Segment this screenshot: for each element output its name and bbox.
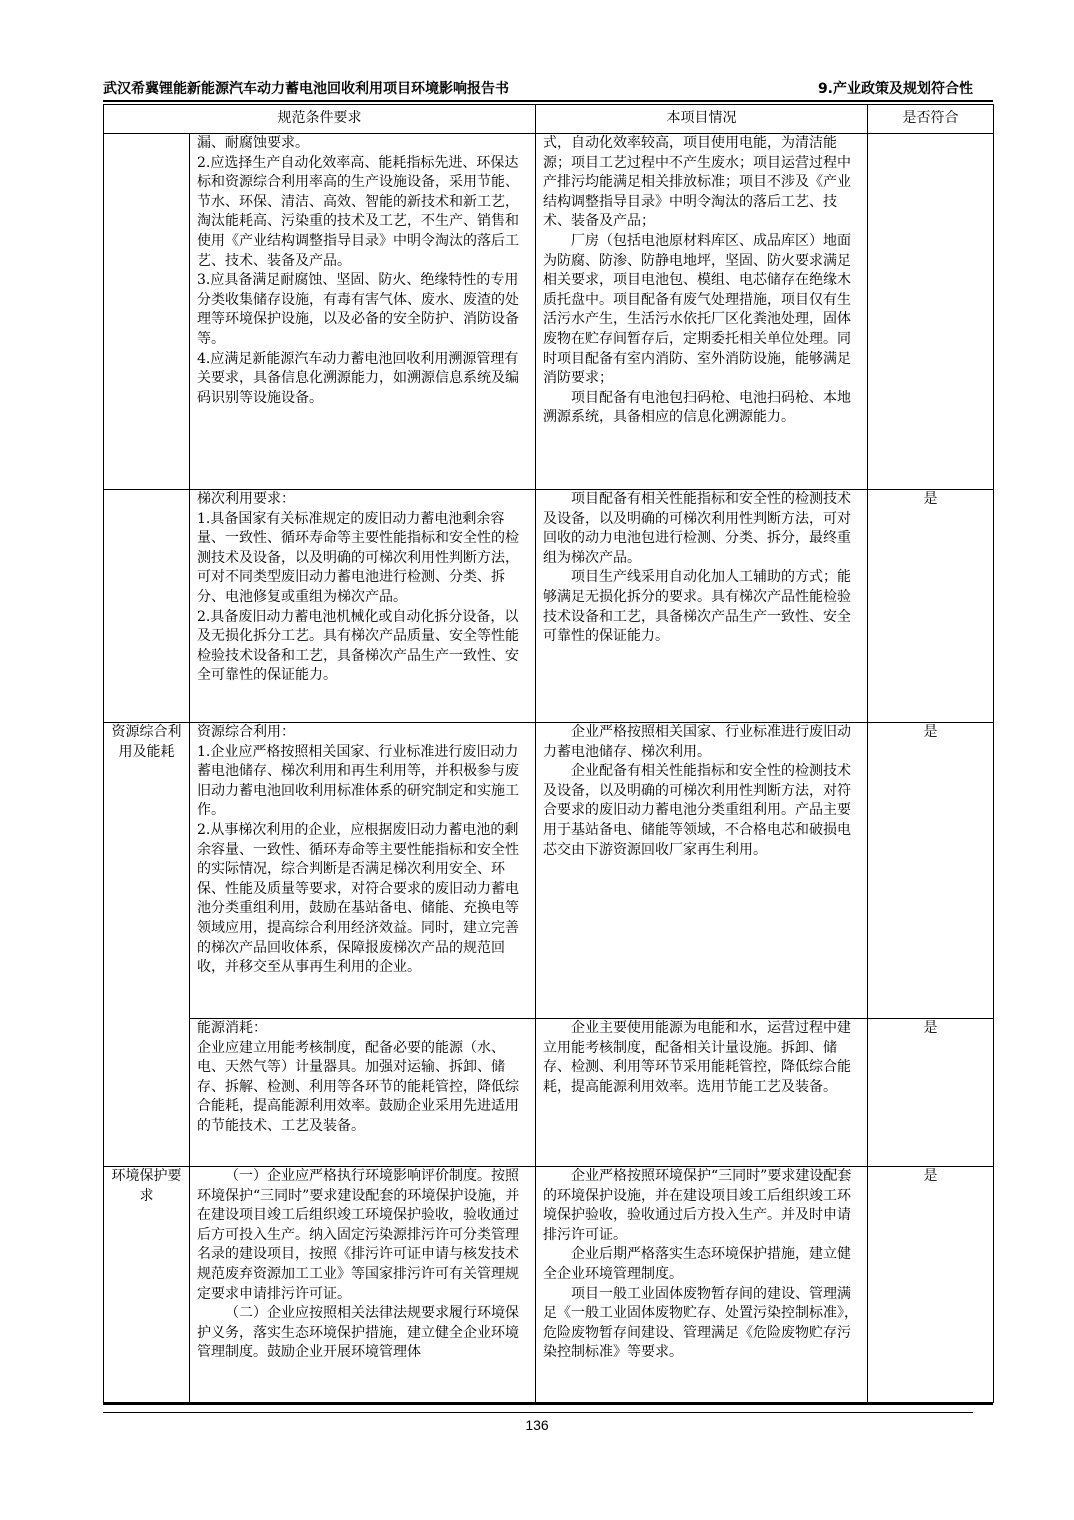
section-title: 9.产业政策及规划符合性 [817, 81, 973, 97]
table-bottom-rule [103, 1403, 993, 1405]
situation-text: 企业后期严格落实生态环境保护措施，建立健全企业环境管理制度。 [543, 1246, 851, 1282]
complies-cell: 是 [868, 1167, 994, 1403]
requirement-text: 2.从事梯次利用的企业，应根据废旧动力蓄电池的剩余容量、一致性、循环寿命等主要性能指标和安全性的实际情况，综合判断是否满足梯次利用安全、环保、性能及质量等要求，对符合要求的废旧动力蓄电池分类重组利用，鼓励在基站备电、储能、充换电等领域应用，提高综合利用经济效益。同时，建立完善的梯次产品回收体系，保障报废梯次产品的规范回收，并移交至从事再生利用的企业。 [197, 821, 519, 976]
requirement-text: 2.应选择生产自动化效率高、能耗指标先进、环保达标和资源综合利用率高的生产设施设备，采用节能、节水、环保、清洁、高效、智能的新技术和新工艺，淘汰能耗高、污染重的技术及工艺，不生产、销售和使用《产业结构调整指导目录》中明令淘汰的落后工艺、技术、装备及产品。 [197, 154, 519, 269]
table-row [104, 490, 994, 723]
requirement-text: 资源综合利用： [197, 724, 295, 740]
requirement-text: （二）企业应按照相关法律法规要求履行环境保护义务，落实生态环境保护措施，建立健全企业环境管理制度。鼓励企业开展环境管理体 [197, 1305, 519, 1361]
category-cell [104, 134, 190, 490]
situation-text: 项目生产线采用自动化加人工辅助的方式；能够满足无损化拆分的要求。具有梯次产品性能检验技术设备和工艺，具备梯次产品生产一致性、安全可靠性的保证能力。 [543, 569, 851, 645]
requirement-text: 梯次利用要求： [197, 491, 295, 507]
requirement-cell [190, 723, 536, 1019]
footer-rule [103, 1412, 973, 1413]
table-row [104, 723, 994, 1019]
compliance-table [103, 104, 994, 1403]
complies-cell: 是 [868, 1019, 994, 1167]
category-cell: 资源综合利用及能耗 [104, 723, 190, 1167]
report-title: 武汉希冀锂能新能源汽车动力蓄电池回收利用项目环境影响报告书 [103, 81, 509, 97]
requirement-cell [190, 1019, 536, 1167]
requirement-text: 4.应满足新能源汽车动力蓄电池回收利用溯源管理有关要求，具备信息化溯源能力，如溯源信息系统及编码识别等设施设备。 [197, 350, 519, 406]
category-cell [104, 490, 190, 723]
requirement-text: 3.应具备满足耐腐蚀、坚固、防火、绝缘特性的专用分类收集储存设施，有毒有害气体、废水、废渣的处理等环境保护设施，以及必备的安全防护、消防设备等。 [197, 272, 519, 347]
complies-cell [868, 134, 994, 490]
situation-cell [536, 723, 868, 1019]
situation-text: 企业严格按照相关国家、行业标准进行废旧动力蓄电池储存、梯次利用。 [543, 724, 851, 760]
requirement-text: 漏、耐腐蚀要求。 [197, 135, 309, 151]
requirement-text: 2.具备废旧动力蓄电池机械化或自动化拆分设备，以及无损化拆分工艺。具有梯次产品质量、安全等性能检验技术设备和工艺，具备梯次产品生产一致性、安全可靠性的保证能力。 [197, 608, 519, 684]
requirement-cell [190, 1167, 536, 1403]
situation-text: 式，自动化效率较高，项目使用电能，为清洁能源；项目工艺过程中不产生废水；项目运营过程中产排污均能满足相关排放标准；项目不涉及《产业结构调整指导目录》中明令淘汰的落后工艺、技术、装备及产品； [543, 135, 851, 230]
category-cell: 环境保护要求 [104, 1167, 190, 1403]
header-rule [103, 100, 993, 102]
situation-text: 企业配备有相关性能指标和安全性的检测技术及设备，以及明确的可梯次利用性判断方法，对符合要求的废旧动力蓄电池分类重组利用。产品主要用于基站备电、储能等领域，不合格电芯和破损电芯交由下游资源回收厂家再生利用。 [543, 763, 851, 858]
situation-text: 厂房（包括电池原材料库区、成品库区）地面为防腐、防渗、防静电地坪，坚固、防火要求满足相关要求，项目电池包、模组、电芯储存在绝缘木质托盘中。项目配备有废气处理措施，项目仅有生活污水产生，生活污水依托厂区化粪池处理，固体废物在贮存间暂存后，定期委托相关单位处理。同时项目配备有室内消防、室外消防设施，能够满足消防要求； [543, 232, 851, 387]
column-header-requirement: 规范条件要求 [104, 105, 536, 134]
requirement-text: 1.具备国家有关标准规定的废旧动力蓄电池剩余容量、一致性、循环寿命等主要性能指标和安全性的检测技术及设备，以及明确的可梯次利用性判断方法，可对不同类型废旧动力蓄电池进行检测、分类、拆分、电池修复或重组为梯次产品。 [197, 510, 519, 605]
requirement-text: 1.企业应严格按照相关国家、行业标准进行废旧动力蓄电池储存、梯次利用和再生利用等，并积极参与废旧动力蓄电池回收利用标准体系的研究制定和实施工作。 [197, 743, 519, 819]
situation-text: 项目配备有电池包扫码枪、电池扫码枪、本地溯源系统，具备相应的信息化溯源能力。 [543, 389, 851, 426]
requirement-cell [190, 490, 536, 723]
situation-cell [536, 1167, 868, 1403]
situation-text: 项目配备有相关性能指标和安全性的检测技术及设备，以及明确的可梯次利用性判断方法，可对回收的动力电池包进行检测、分类、拆分，最终重组为梯次产品。 [543, 491, 851, 566]
page-header [103, 76, 973, 100]
situation-cell [536, 490, 868, 723]
complies-cell: 是 [868, 723, 994, 1019]
requirement-text: 企业应建立用能考核制度，配备必要的能源（水、电、天然气等）计量器具。加强对运输、拆卸、储存、拆解、检测、利用等各环节的能耗管控，降低综合能耗，提高能源利用效率。鼓励企业采用先进适用的节能技术、工艺及装备。 [197, 1039, 519, 1134]
table-row [104, 1167, 994, 1403]
complies-cell: 是 [868, 490, 994, 723]
requirement-text: （一）企业应严格执行环境影响评价制度。按照环境保护“三同时”要求建设配套的环境保护设施，并在建设项目竣工后组织竣工环境保护验收，验收通过后方可投入生产。纳入固定污染源排污许可分类管理名录的建设项目，按照《排污许可证申请与核发技术规范废弃资源加工工业》等国家排污许可有关管理规定要求申请排污许可证。 [197, 1168, 520, 1302]
page-number: 136 [525, 1417, 549, 1433]
requirement-cell [190, 134, 536, 490]
table-row [104, 134, 994, 490]
situation-text: 企业主要使用能源为电能和水，运营过程中建立用能考核制度，配备相关计量设施。拆卸、储存、检测、利用等环节采用能耗管控，降低综合能耗，提高能源利用效率。选用节能工艺及装备。 [543, 1020, 851, 1095]
situation-cell [536, 1019, 868, 1167]
table-header-row [104, 105, 994, 134]
table-row [104, 1019, 994, 1167]
situation-cell [536, 134, 868, 490]
requirement-text: 能源消耗： [197, 1020, 267, 1036]
situation-text: 企业严格按照环境保护“三同时”要求建设配套的环境保护设施，并在建设项目竣工后组织竣工环境保护验收，验收通过后方投入生产。并及时申请排污许可证。 [543, 1168, 852, 1243]
column-header-situation: 本项目情况 [536, 105, 868, 134]
situation-text: 项目一般工业固体废物暂存间的建设、管理满足《一般工业固体废物贮存、处置污染控制标准》，危险废物暂存间建设、管理满足《危险废物贮存污染控制标准》等要求。 [543, 1285, 858, 1361]
column-header-complies: 是否符合 [868, 105, 994, 134]
